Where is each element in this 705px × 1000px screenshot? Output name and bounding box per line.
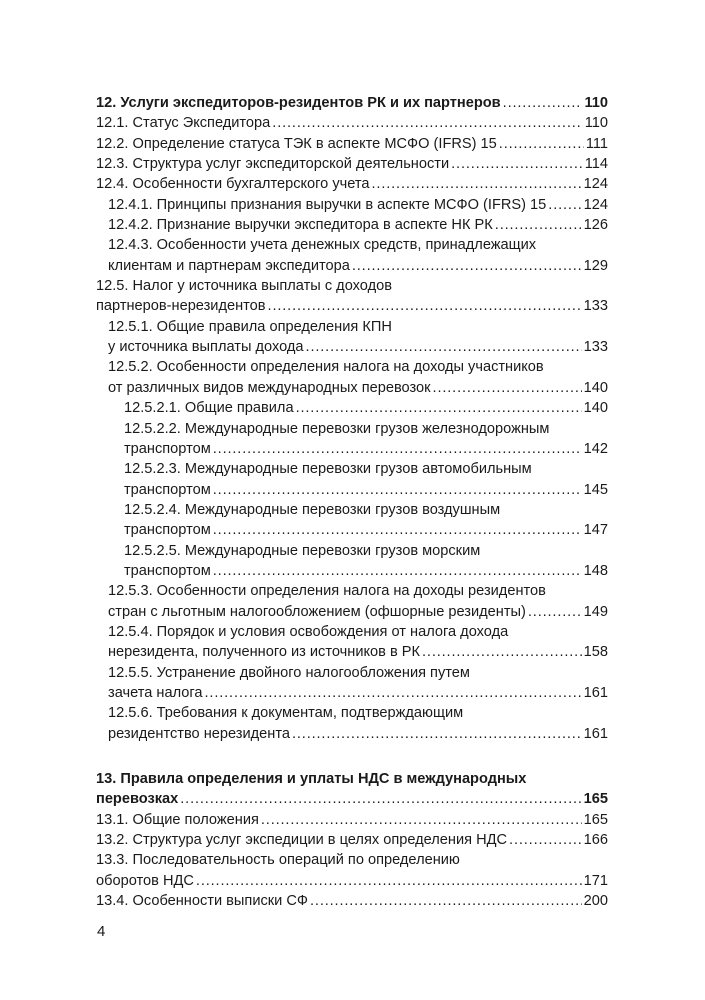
dot-leader xyxy=(306,337,582,357)
toc-entry xyxy=(96,134,608,154)
page-number: 4 xyxy=(97,923,106,940)
toc-entry-title-line: транспортом xyxy=(124,522,211,539)
dot-leader xyxy=(495,215,582,235)
toc-entry-title-line: 13.1. Общие положения xyxy=(96,811,259,828)
toc-entry-title-line: оборотов НДС xyxy=(96,872,194,889)
toc-entry-title-line: 12.4. Особенности бухгалтерского учета xyxy=(96,176,370,193)
toc-entry-title-line: 12.1. Статус Экспедитора xyxy=(96,115,271,132)
toc-entry xyxy=(96,398,608,418)
toc-entry-title-line: у источника выплаты дохода xyxy=(108,339,304,356)
toc-entry-title-line: 13.2. Структура услуг экспедиции в целях определения НДС xyxy=(96,832,508,849)
toc-entry-title-line: нерезидента, полученного из источников в РК xyxy=(108,644,420,661)
dot-leader xyxy=(296,398,582,418)
toc-page-number: 140 xyxy=(583,400,608,417)
dot-leader xyxy=(422,642,582,662)
toc-page-number: 140 xyxy=(583,379,608,396)
toc-entry xyxy=(96,113,608,133)
dot-leader xyxy=(272,113,582,133)
toc-entry xyxy=(96,703,608,744)
toc-entry-row xyxy=(124,520,608,540)
dot-leader xyxy=(352,256,582,276)
toc-entry-row xyxy=(124,480,608,500)
dot-leader xyxy=(261,810,582,830)
dot-leader xyxy=(268,296,582,316)
toc-entry xyxy=(96,663,608,704)
toc-entry xyxy=(96,317,608,358)
toc-page-number: 124 xyxy=(583,196,608,213)
toc-entry-title-line: 12.5.2.1. Общие правила xyxy=(124,400,294,417)
toc-entry-row xyxy=(96,93,608,113)
toc-entry-title-line: 12. Услуги экспедиторов-резидентов РК и их партнеров xyxy=(96,95,501,111)
toc-entry-title-line: транспортом xyxy=(124,440,211,457)
dot-leader xyxy=(499,134,584,154)
toc-page-number: 161 xyxy=(583,684,608,701)
toc-entry-title-line: 12.5.5. Устранение двойного налогообложения путем xyxy=(108,664,470,681)
toc-entry-row xyxy=(108,724,608,744)
table-of-contents xyxy=(96,93,608,911)
toc-entry-title-line: партнеров-нерезидентов xyxy=(96,298,266,315)
toc-entry xyxy=(96,810,608,830)
toc-entry-row xyxy=(108,195,608,215)
toc-entry-title-line: 13.3. Последовательность операций по определению xyxy=(96,852,460,869)
toc-entry-row xyxy=(96,891,608,911)
toc-page-number: 149 xyxy=(583,603,608,620)
dot-leader xyxy=(433,378,582,398)
toc-entry-title-line: 13.4. Особенности выписки СФ xyxy=(96,893,308,910)
toc-page-number: 133 xyxy=(583,298,608,315)
toc-entry-title-line: 12.4.2. Признание выручки экспедитора в аспекте НК РК xyxy=(108,217,493,234)
toc-entry-row xyxy=(108,256,608,276)
toc-entry xyxy=(96,769,608,810)
toc-entry-row xyxy=(96,871,608,891)
toc-page-number: 114 xyxy=(584,156,608,173)
dot-leader xyxy=(372,174,582,194)
toc-page-number: 148 xyxy=(583,562,608,579)
toc-entry-title-line: 13. Правила определения и уплаты НДС в международных xyxy=(96,771,527,787)
toc-entry-title-line: резидентство нерезидента xyxy=(108,725,290,742)
dot-leader xyxy=(528,602,582,622)
toc-entry-row xyxy=(96,113,608,133)
toc-page-number: 166 xyxy=(583,832,608,849)
toc-entry-title-line: 12.5.1. Общие правила определения КПН xyxy=(108,318,392,335)
toc-entry-title-line: 12.5.2. Особенности определения налога на доходы участников xyxy=(108,359,544,376)
toc-page-number: 111 xyxy=(585,135,608,152)
toc-entry-title-line: 12.4.1. Принципы признания выручки в аспекте МСФО (IFRS) 15 xyxy=(108,196,547,213)
toc-entry-title-line: 12.5. Налог у источника выплаты с доходов xyxy=(96,278,392,295)
toc-entry xyxy=(96,235,608,276)
toc-entry-row xyxy=(124,398,608,418)
toc-entry-title-line: перевозках xyxy=(96,791,179,808)
toc-entry xyxy=(96,541,608,582)
toc-entry-row xyxy=(108,215,608,235)
toc-entry-title-line: транспортом xyxy=(124,562,211,579)
toc-entry-row xyxy=(96,830,608,850)
toc-page-number: 165 xyxy=(583,811,608,828)
toc-entry xyxy=(96,154,608,174)
toc-entry-row xyxy=(96,789,608,809)
toc-entry-title-line: 12.4.3. Особенности учета денежных средств, принадлежащих xyxy=(108,237,537,254)
toc-entry-title-line: 12.5.2.3. Международные перевозки грузов автомобильным xyxy=(124,461,532,478)
toc-entry-title-line: клиентам и партнерам экспедитора xyxy=(108,257,350,274)
toc-entry-title-line: 12.5.2.5. Международные перевозки грузов морским xyxy=(124,542,481,559)
toc-page-number: 161 xyxy=(583,725,608,742)
toc-entry xyxy=(96,174,608,194)
toc-entry-title-line: 12.5.3. Особенности определения налога на доходы резидентов xyxy=(108,583,546,600)
toc-entry-row xyxy=(96,134,608,154)
dot-leader xyxy=(213,480,582,500)
toc-entry xyxy=(96,93,608,113)
toc-entry xyxy=(96,419,608,460)
dot-leader xyxy=(451,154,583,174)
dot-leader xyxy=(509,830,582,850)
toc-entry xyxy=(96,459,608,500)
toc-entry-row xyxy=(108,642,608,662)
toc-page-number: 200 xyxy=(583,893,608,910)
toc-page-number: 142 xyxy=(583,440,608,457)
dot-leader xyxy=(292,724,582,744)
dot-leader xyxy=(548,195,581,215)
toc-entry-title-line: 12.2. Определение статуса ТЭК в аспекте МСФО (IFRS) 15 xyxy=(96,135,497,152)
toc-page-number: 124 xyxy=(583,176,608,193)
toc-entry xyxy=(96,357,608,398)
dot-leader xyxy=(213,520,582,540)
dot-leader xyxy=(503,93,583,113)
toc-entry-row xyxy=(108,683,608,703)
toc-page-number: 165 xyxy=(583,791,608,808)
toc-entry-title-line: 12.5.2.2. Международные перевозки грузов железнодорожным xyxy=(124,420,550,437)
toc-entry-title-line: стран с льготным налогообложением (офшорные резиденты) xyxy=(108,603,526,620)
toc-entry-row xyxy=(96,810,608,830)
toc-page-number: 110 xyxy=(584,95,608,111)
toc-entry-row xyxy=(124,561,608,581)
toc-entry-row xyxy=(96,154,608,174)
dot-leader xyxy=(196,871,582,891)
toc-page-number: 171 xyxy=(583,872,608,889)
toc-entry xyxy=(96,830,608,850)
dot-leader xyxy=(213,561,582,581)
toc-entry-row xyxy=(108,378,608,398)
toc-entry-row xyxy=(108,602,608,622)
toc-page-number: 126 xyxy=(583,217,608,234)
dot-leader xyxy=(205,683,582,703)
toc-entry-title-line: зачета налога xyxy=(108,684,203,701)
dot-leader xyxy=(180,789,581,809)
toc-page-number: 129 xyxy=(583,257,608,274)
dot-leader xyxy=(213,439,582,459)
toc-page-number: 147 xyxy=(583,522,608,539)
toc-entry xyxy=(96,500,608,541)
toc-entry-title-line: 12.5.4. Порядок и условия освобождения от налога дохода xyxy=(108,623,509,640)
toc-entry xyxy=(96,195,608,215)
toc-entry-title-line: от различных видов международных перевозок xyxy=(108,379,431,396)
toc-entry-row xyxy=(124,439,608,459)
toc-entry-row xyxy=(96,174,608,194)
toc-page-number: 158 xyxy=(583,644,608,661)
toc-entry-title-line: 12.5.2.4. Международные перевозки грузов воздушным xyxy=(124,501,501,518)
toc-entry xyxy=(96,581,608,622)
toc-entry-title-line: 12.3. Структура услуг экспедиторской деятельности xyxy=(96,156,450,173)
toc-entry-title-line: 12.5.6. Требования к документам, подтверждающим xyxy=(108,705,464,722)
toc-page-number: 145 xyxy=(583,481,608,498)
toc-entry xyxy=(96,622,608,663)
toc-entry xyxy=(96,215,608,235)
toc-entry xyxy=(96,276,608,317)
toc-page-number: 110 xyxy=(584,115,608,132)
dot-leader xyxy=(310,891,582,911)
toc-entry-title-line: транспортом xyxy=(124,481,211,498)
toc-entry-row xyxy=(96,296,608,316)
toc-page-number: 133 xyxy=(583,339,608,356)
toc-entry-row xyxy=(108,337,608,357)
toc-entry xyxy=(96,891,608,911)
toc-entry xyxy=(96,850,608,891)
